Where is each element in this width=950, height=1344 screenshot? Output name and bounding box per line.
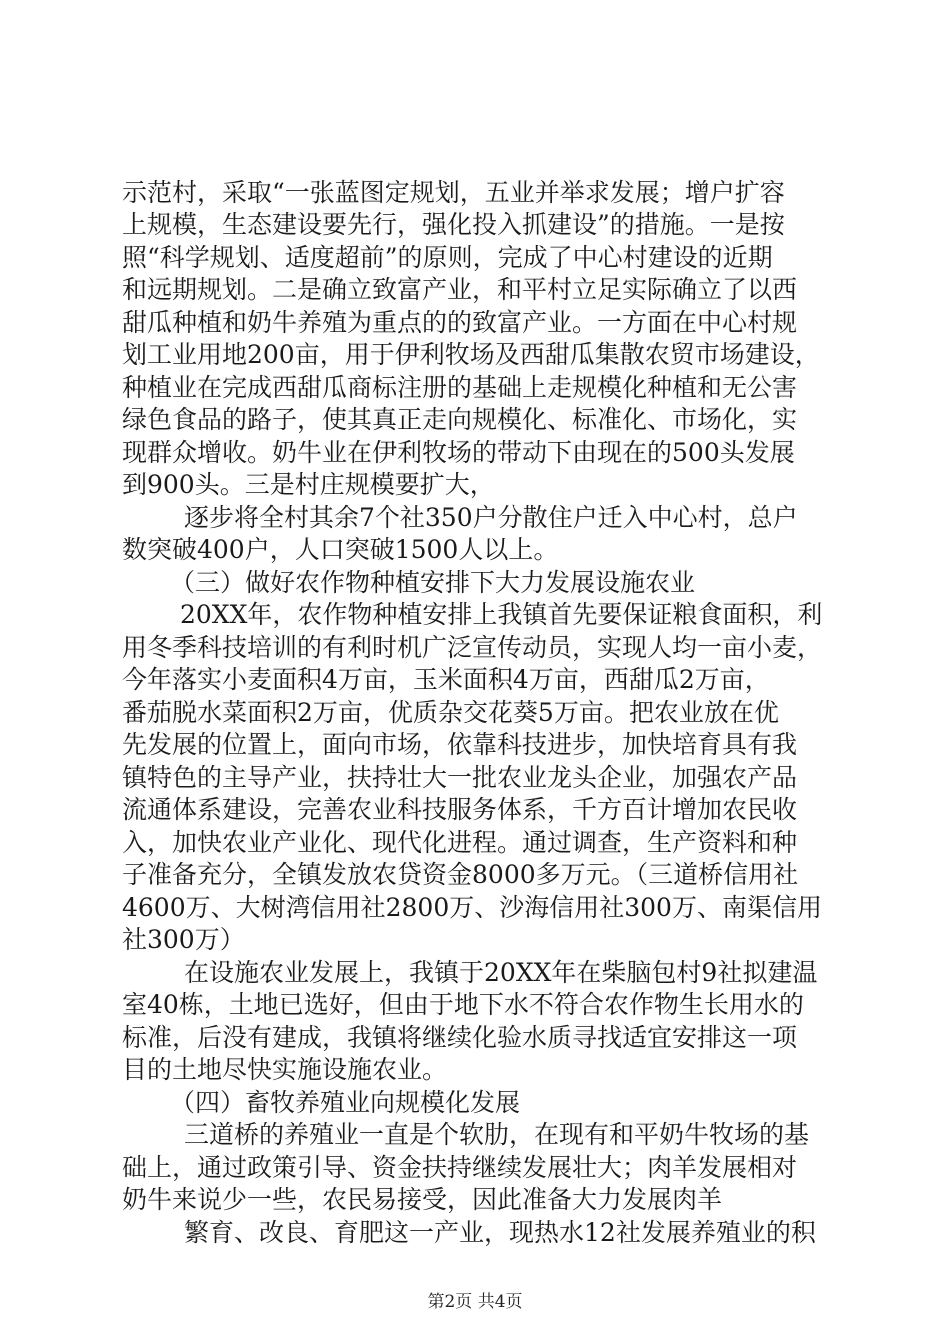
text-line: 现群众增收。奶牛业在伊利牧场的带动下由现在的500头发展	[122, 438, 795, 467]
paragraph-start-line: 在设施农业发展上，我镇于20XX年在柴脑包村9社拟建温	[184, 958, 818, 987]
text-line: 番茄脱水菜面积2万亩，优质杂交花葵5万亩。把农业放在优	[122, 698, 779, 727]
text-line: 入，加快农业产业化、现代化进程。通过调查，生产资料和种	[122, 828, 798, 857]
page-number-footer: 第2页 共4页	[427, 1292, 523, 1312]
text-line: 示范村，采取“一张蓝图定规划，五业并举求发展；增户扩容	[122, 178, 785, 207]
text-line: 甜瓜种植和奶牛养殖为重点的的致富产业。一方面在中心村规	[122, 308, 798, 337]
text-line: 绿色食品的路子，使其真正走向规模化、标准化、市场化，实	[122, 405, 798, 434]
paragraph-start-line: 逐步将全村其余7个社350户分散住户迁入中心村，总户	[184, 503, 798, 532]
text-line: 础上，通过政策引导、资金扶持继续发展壮大；肉羊发展相对	[122, 1153, 798, 1182]
text-line: 流通体系建设，完善农业科技服务体系，千方百计增加农民收	[122, 795, 798, 824]
text-line: 和远期规划。二是确立致富产业，和平村立足实际确立了以西	[122, 275, 798, 304]
text-line: 种植业在完成西甜瓜商标注册的基础上走规模化种植和无公害	[122, 373, 798, 402]
text-line: 用冬季科技培训的有利时机广泛宣传动员，实现人均一亩小麦，	[122, 633, 823, 662]
section-heading: （三）做好农作物种植安排下大力发展设施农业	[170, 568, 696, 597]
text-line: 目的土地尽快实施设施农业。	[122, 1055, 448, 1084]
text-line: 上规模，生态建设要先行，强化投入抓建设”的措施。一是按	[122, 210, 785, 239]
text-line: 今年落实小麦面积4万亩，玉米面积4万亩，西甜瓜2万亩，	[122, 665, 770, 694]
paragraph-start-line: 20XX年，农作物种植安排上我镇首先要保证粮食面积，利	[180, 600, 823, 629]
text-line: 子准备充分，全镇发放农贷资金8000多万元。（三道桥信用社	[122, 860, 799, 889]
text-line: 镇特色的主导产业，扶持壮大一批农业龙头企业，加强农产品	[122, 763, 798, 792]
text-line: 4600万、大树湾信用社2800万、沙海信用社300万、南渠信用	[122, 893, 822, 922]
text-line: 到900头。三是村庄规模要扩大，	[122, 470, 495, 499]
text-line: 室40栋，土地已选好，但由于地下水不符合农作物生长用水的	[122, 990, 804, 1019]
paragraph-start-line: 繁育、改良、育肥这一产业，现热水12社发展养殖业的积	[184, 1218, 816, 1247]
text-line: 社300万）	[122, 925, 245, 954]
paragraph-start-line: 三道桥的养殖业一直是个软肋，在现有和平奶牛牧场的基	[184, 1120, 810, 1149]
text-line: 照“科学规划、适度超前”的原则，完成了中心村建设的近期	[122, 243, 773, 272]
section-heading: （四）畜牧养殖业向规模化发展	[170, 1088, 521, 1117]
text-line: 划工业用地200亩，用于伊利牧场及西甜瓜集散农贸市场建设，	[122, 340, 820, 369]
text-line: 标准，后没有建成，我镇将继续化验水质寻找适宜安排这一项	[122, 1023, 798, 1052]
text-line: 奶牛来说少一些，农民易接受，因此准备大力发展肉羊	[122, 1185, 723, 1214]
text-line: 数突破400户，人口突破1500人以上。	[122, 535, 559, 564]
text-line: 先发展的位置上，面向市场，依靠科技进步，加快培育具有我	[122, 730, 798, 759]
